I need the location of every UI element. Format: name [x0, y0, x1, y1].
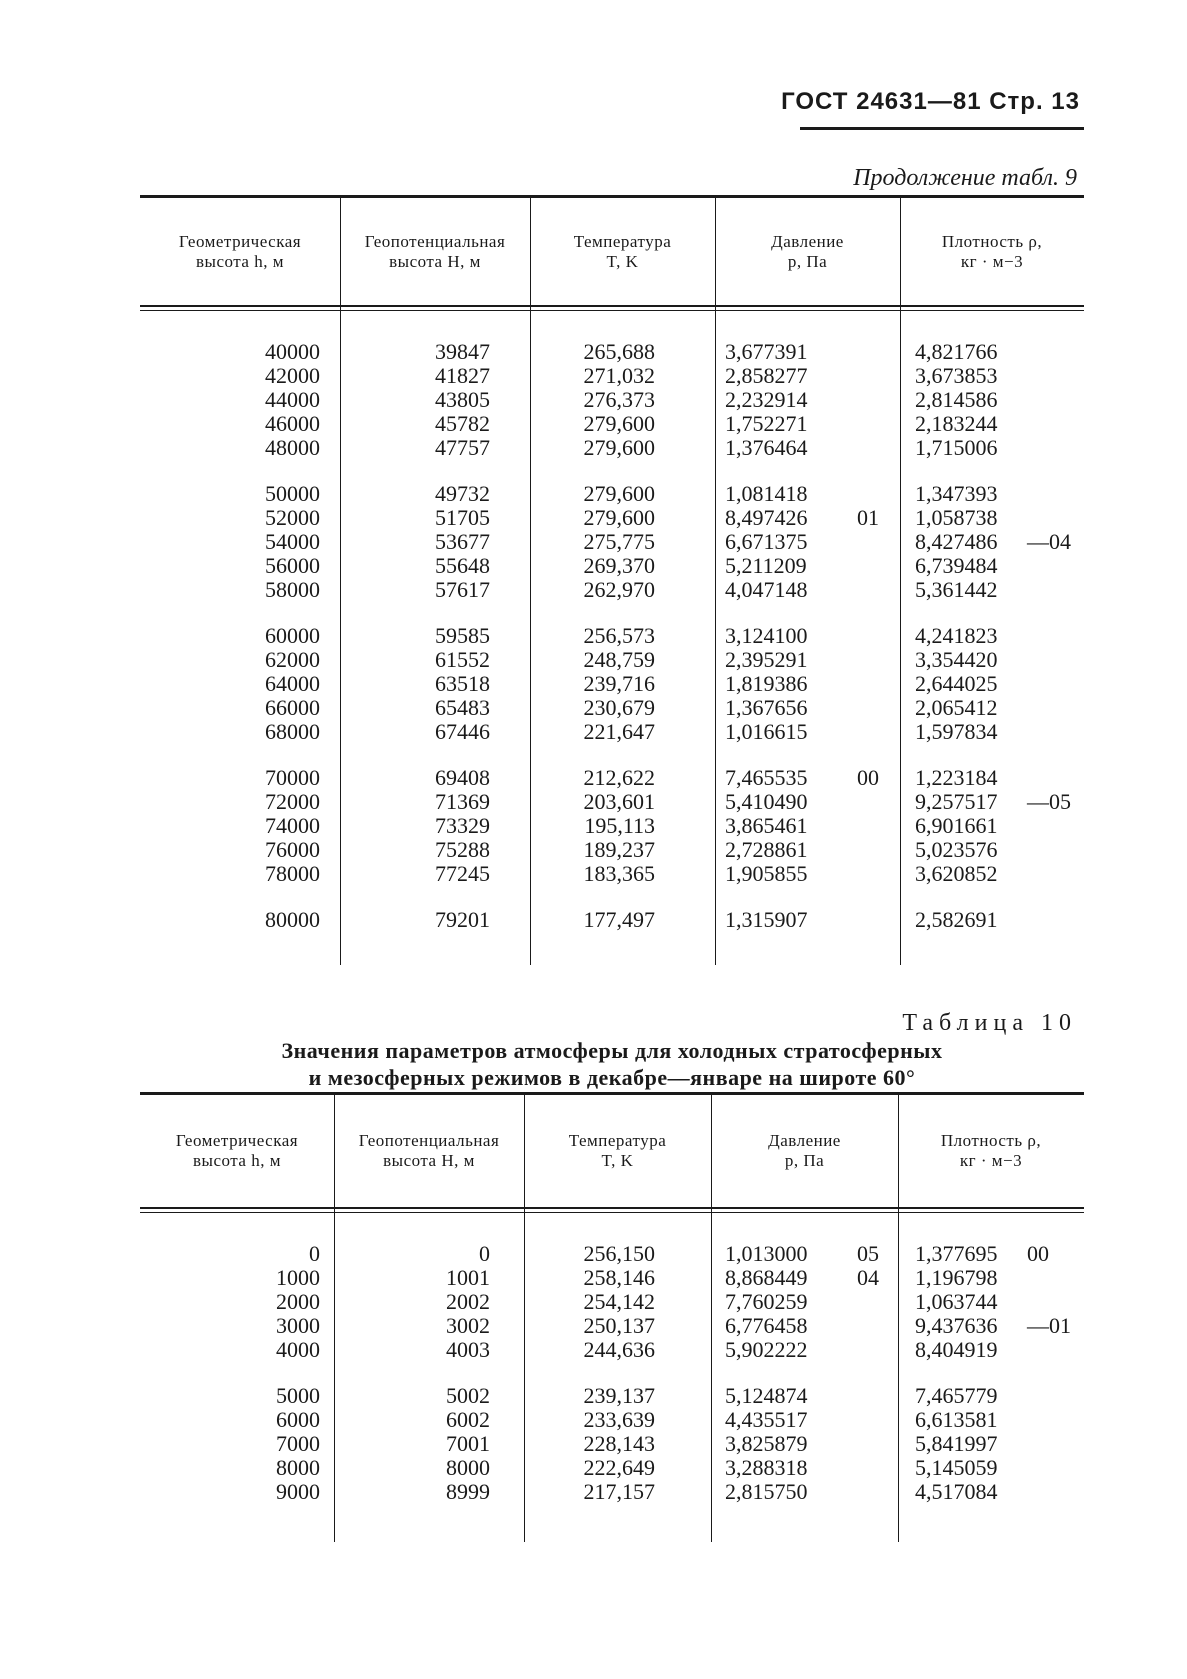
cell-geometric-height: 5000: [276, 1383, 320, 1408]
cell-temperature: 279,600: [583, 411, 655, 436]
cell-temperature: 276,373: [583, 387, 655, 412]
cell-geopotential-height: 39847: [435, 339, 490, 364]
cell-geopotential-height: 8000: [446, 1455, 490, 1480]
cell-density-exponent: —04: [1027, 529, 1071, 554]
cell-density: 8,427486: [915, 529, 998, 554]
cell-geometric-height: 56000: [265, 553, 320, 578]
col-header-density: Плотность ρ, кг · м−3: [941, 231, 1043, 271]
cell-temperature: 262,970: [583, 577, 655, 602]
table-row: [140, 1242, 1084, 1266]
cell-geopotential-height: 57617: [435, 577, 490, 602]
cell-density: 4,241823: [915, 623, 998, 648]
cell-density: 3,673853: [915, 363, 998, 388]
cell-pressure: 1,905855: [725, 861, 808, 886]
cell-pressure: 7,760259: [725, 1289, 808, 1314]
col-header-geometric-height: Геометрическая высота h, м: [175, 1131, 299, 1170]
cell-density: 6,739484: [915, 553, 998, 578]
cell-temperature: 269,370: [583, 553, 655, 578]
cell-geopotential-height: 4003: [446, 1337, 490, 1362]
cell-pressure: 6,776458: [725, 1313, 808, 1338]
cell-geometric-height: 2000: [276, 1289, 320, 1314]
col-header-pressure: Давление p, Па: [771, 231, 844, 271]
table-10: [140, 1092, 1084, 1542]
table-row: [140, 482, 1084, 506]
cell-density-exponent: 00: [1027, 1241, 1049, 1266]
table-row: [140, 838, 1084, 862]
table-row: [140, 648, 1084, 672]
cell-geometric-height: 66000: [265, 695, 320, 720]
table-row: [140, 790, 1084, 814]
table-row: [140, 1266, 1084, 1290]
cell-geometric-height: 62000: [265, 647, 320, 672]
page-header: ГОСТ 24631—81 Стр. 13: [781, 88, 1080, 115]
table-row: [140, 340, 1084, 364]
cell-geometric-height: 80000: [265, 907, 320, 932]
cell-geopotential-height: 0: [479, 1241, 490, 1266]
cell-density: 4,517084: [915, 1479, 998, 1504]
cell-geopotential-height: 69408: [435, 765, 490, 790]
cell-density: 1,377695: [915, 1241, 998, 1266]
cell-density: 1,196798: [915, 1265, 998, 1290]
table-row: [140, 412, 1084, 436]
cell-geopotential-height: 3002: [446, 1313, 490, 1338]
cell-geometric-height: 3000: [276, 1313, 320, 1338]
cell-pressure: 2,858277: [725, 363, 808, 388]
cell-pressure: 8,497426: [725, 505, 808, 530]
cell-geometric-height: 68000: [265, 719, 320, 744]
cell-geopotential-height: 41827: [435, 363, 490, 388]
cell-pressure: 3,825879: [725, 1431, 808, 1456]
cell-density: 9,437636: [915, 1313, 998, 1338]
table-row: [140, 696, 1084, 720]
cell-density: 3,354420: [915, 647, 998, 672]
table-row: [140, 1384, 1084, 1408]
cell-geopotential-height: 67446: [435, 719, 490, 744]
cell-pressure-exponent: 00: [857, 765, 879, 790]
cell-temperature: 279,600: [583, 505, 655, 530]
header-rule: [800, 127, 1084, 130]
cell-temperature: 279,600: [583, 435, 655, 460]
cell-geopotential-height: 53677: [435, 529, 490, 554]
cell-temperature: 279,600: [583, 481, 655, 506]
cell-density: 2,183244: [915, 411, 998, 436]
cell-geopotential-height: 77245: [435, 861, 490, 886]
cell-geometric-height: 42000: [265, 363, 320, 388]
cell-temperature: 228,143: [583, 1431, 655, 1456]
cell-density: 9,257517: [915, 789, 998, 814]
cell-pressure: 5,902222: [725, 1337, 808, 1362]
cell-density: 4,821766: [915, 339, 998, 364]
cell-density: 2,814586: [915, 387, 998, 412]
cell-pressure: 2,395291: [725, 647, 808, 672]
cell-temperature: 271,032: [583, 363, 655, 388]
cell-geopotential-height: 47757: [435, 435, 490, 460]
cell-temperature: 256,150: [583, 1241, 655, 1266]
cell-pressure: 2,728861: [725, 837, 808, 862]
cell-temperature: 222,649: [583, 1455, 655, 1480]
cell-pressure: 1,376464: [725, 435, 808, 460]
cell-temperature: 239,716: [583, 671, 655, 696]
table10-label: Таблица 10: [902, 1010, 1077, 1036]
cell-pressure: 4,047148: [725, 577, 808, 602]
table-row: [140, 436, 1084, 460]
cell-density: 1,063744: [915, 1289, 998, 1314]
cell-density: 5,361442: [915, 577, 998, 602]
cell-pressure: 5,211209: [725, 553, 807, 578]
cell-geometric-height: 74000: [265, 813, 320, 838]
cell-geopotential-height: 7001: [446, 1431, 490, 1456]
cell-temperature: 239,137: [583, 1383, 655, 1408]
table-row: [140, 578, 1084, 602]
cell-pressure: 2,232914: [725, 387, 808, 412]
table-row: [140, 364, 1084, 388]
cell-pressure: 3,124100: [725, 623, 808, 648]
cell-temperature: 177,497: [583, 907, 655, 932]
cell-density: 1,597834: [915, 719, 998, 744]
cell-geopotential-height: 65483: [435, 695, 490, 720]
cell-geopotential-height: 51705: [435, 505, 490, 530]
cell-density: 5,841997: [915, 1431, 998, 1456]
table-row: [140, 388, 1084, 412]
cell-geometric-height: 76000: [265, 837, 320, 862]
cell-density: 5,023576: [915, 837, 998, 862]
cell-pressure: 2,815750: [725, 1479, 808, 1504]
cell-pressure-exponent: 04: [857, 1265, 879, 1290]
table-row: [140, 506, 1084, 530]
table-row: [140, 1432, 1084, 1456]
cell-geometric-height: 7000: [276, 1431, 320, 1456]
cell-geopotential-height: 55648: [435, 553, 490, 578]
table-row: [140, 530, 1084, 554]
table-row: [140, 554, 1084, 578]
cell-geopotential-height: 61552: [435, 647, 490, 672]
cell-temperature: 189,237: [583, 837, 655, 862]
table-9: [140, 195, 1084, 965]
cell-temperature: 258,146: [583, 1265, 655, 1290]
cell-temperature: 248,759: [583, 647, 655, 672]
cell-density: 8,404919: [915, 1337, 998, 1362]
cell-geopotential-height: 49732: [435, 481, 490, 506]
cell-temperature: 183,365: [583, 861, 655, 886]
cell-density: 1,058738: [915, 505, 998, 530]
cell-pressure: 3,865461: [725, 813, 808, 838]
cell-temperature: 217,157: [583, 1479, 655, 1504]
cell-pressure: 1,081418: [725, 481, 808, 506]
cell-density: 3,620852: [915, 861, 998, 886]
cell-temperature: 256,573: [583, 623, 655, 648]
cell-pressure: 1,016615: [725, 719, 808, 744]
cell-temperature: 221,647: [583, 719, 655, 744]
cell-pressure-exponent: 05: [857, 1241, 879, 1266]
cell-geometric-height: 52000: [265, 505, 320, 530]
table-row: [140, 1408, 1084, 1432]
cell-geopotential-height: 43805: [435, 387, 490, 412]
col-header-geometric-height: Геометрическая высота h, м: [178, 231, 302, 271]
cell-geometric-height: 54000: [265, 529, 320, 554]
col-header-pressure: Давление p, Па: [768, 1131, 841, 1170]
table-row: [140, 814, 1084, 838]
cell-density: 5,145059: [915, 1455, 998, 1480]
cell-density-exponent: —05: [1027, 789, 1071, 814]
cell-geometric-height: 9000: [276, 1479, 320, 1504]
cell-density: 7,465779: [915, 1383, 998, 1408]
cell-geometric-height: 0: [309, 1241, 320, 1266]
cell-density: 6,901661: [915, 813, 998, 838]
cell-pressure: 1,315907: [725, 907, 808, 932]
cell-pressure: 1,819386: [725, 671, 808, 696]
col-header-geopotential-height: Геопотенциальная высота H, м: [364, 231, 506, 271]
cell-temperature: 244,636: [583, 1337, 655, 1362]
cell-geometric-height: 8000: [276, 1455, 320, 1480]
cell-geometric-height: 72000: [265, 789, 320, 814]
cell-geometric-height: 4000: [276, 1337, 320, 1362]
cell-temperature: 233,639: [583, 1407, 655, 1432]
cell-geometric-height: 60000: [265, 623, 320, 648]
table-row: [140, 1456, 1084, 1480]
cell-geometric-height: 44000: [265, 387, 320, 412]
col-header-geopotential-height: Геопотенциальная высота H, м: [358, 1131, 500, 1170]
cell-pressure-exponent: 01: [857, 505, 879, 530]
table-row: [140, 672, 1084, 696]
cell-geometric-height: 70000: [265, 765, 320, 790]
cell-pressure: 6,671375: [725, 529, 808, 554]
cell-pressure: 3,677391: [725, 339, 808, 364]
cell-geometric-height: 78000: [265, 861, 320, 886]
table-row: [140, 908, 1084, 932]
cell-geometric-height: 50000: [265, 481, 320, 506]
table-row: [140, 624, 1084, 648]
cell-geopotential-height: 45782: [435, 411, 490, 436]
cell-density: 2,644025: [915, 671, 998, 696]
cell-temperature: 250,137: [583, 1313, 655, 1338]
cell-density: 1,223184: [915, 765, 998, 790]
table-row: [140, 1290, 1084, 1314]
table9-continuation-label: Продолжение табл. 9: [853, 165, 1077, 191]
cell-temperature: 212,622: [583, 765, 655, 790]
cell-geopotential-height: 8999: [446, 1479, 490, 1504]
cell-density: 1,715006: [915, 435, 998, 460]
cell-geometric-height: 40000: [265, 339, 320, 364]
cell-geopotential-height: 2002: [446, 1289, 490, 1314]
cell-geopotential-height: 6002: [446, 1407, 490, 1432]
cell-geopotential-height: 59585: [435, 623, 490, 648]
cell-pressure: 1,367656: [725, 695, 808, 720]
cell-geopotential-height: 71369: [435, 789, 490, 814]
table-row: [140, 1480, 1084, 1504]
col-header-density: Плотность ρ, кг · м−3: [940, 1131, 1042, 1170]
cell-geometric-height: 64000: [265, 671, 320, 696]
cell-pressure: 5,124874: [725, 1383, 808, 1408]
cell-temperature: 195,113: [584, 813, 655, 838]
cell-geometric-height: 1000: [276, 1265, 320, 1290]
cell-pressure: 8,868449: [725, 1265, 808, 1290]
cell-geopotential-height: 79201: [435, 907, 490, 932]
cell-geopotential-height: 75288: [435, 837, 490, 862]
cell-geometric-height: 6000: [276, 1407, 320, 1432]
cell-density: 2,065412: [915, 695, 998, 720]
cell-density: 2,582691: [915, 907, 998, 932]
cell-geometric-height: 48000: [265, 435, 320, 460]
cell-temperature: 203,601: [583, 789, 655, 814]
cell-pressure: 1,013000: [725, 1241, 808, 1266]
cell-density-exponent: —01: [1027, 1313, 1071, 1338]
cell-temperature: 275,775: [583, 529, 655, 554]
cell-pressure: 4,435517: [725, 1407, 808, 1432]
col-header-temperature: Температура T, K: [568, 1131, 667, 1170]
table-row: [140, 1314, 1084, 1338]
cell-density: 1,347393: [915, 481, 998, 506]
table-row: [140, 720, 1084, 744]
cell-geometric-height: 46000: [265, 411, 320, 436]
cell-density: 6,613581: [915, 1407, 998, 1432]
cell-geopotential-height: 73329: [435, 813, 490, 838]
cell-geopotential-height: 5002: [446, 1383, 490, 1408]
cell-pressure: 5,410490: [725, 789, 808, 814]
cell-pressure: 7,465535: [725, 765, 808, 790]
cell-temperature: 265,688: [583, 339, 655, 364]
cell-pressure: 3,288318: [725, 1455, 808, 1480]
cell-temperature: 254,142: [583, 1289, 655, 1314]
table-row: [140, 1338, 1084, 1362]
cell-pressure: 1,752271: [725, 411, 808, 436]
table10-title: Значения параметров атмосферы для холодных стратосферных и мезосферных режимов в декабре—январе на широте 60°: [281, 1038, 943, 1090]
cell-geopotential-height: 1001: [446, 1265, 490, 1290]
cell-geometric-height: 58000: [265, 577, 320, 602]
table-row: [140, 862, 1084, 886]
cell-geopotential-height: 63518: [435, 671, 490, 696]
col-header-temperature: Температура T, K: [573, 231, 672, 271]
table-row: [140, 766, 1084, 790]
cell-temperature: 230,679: [583, 695, 655, 720]
